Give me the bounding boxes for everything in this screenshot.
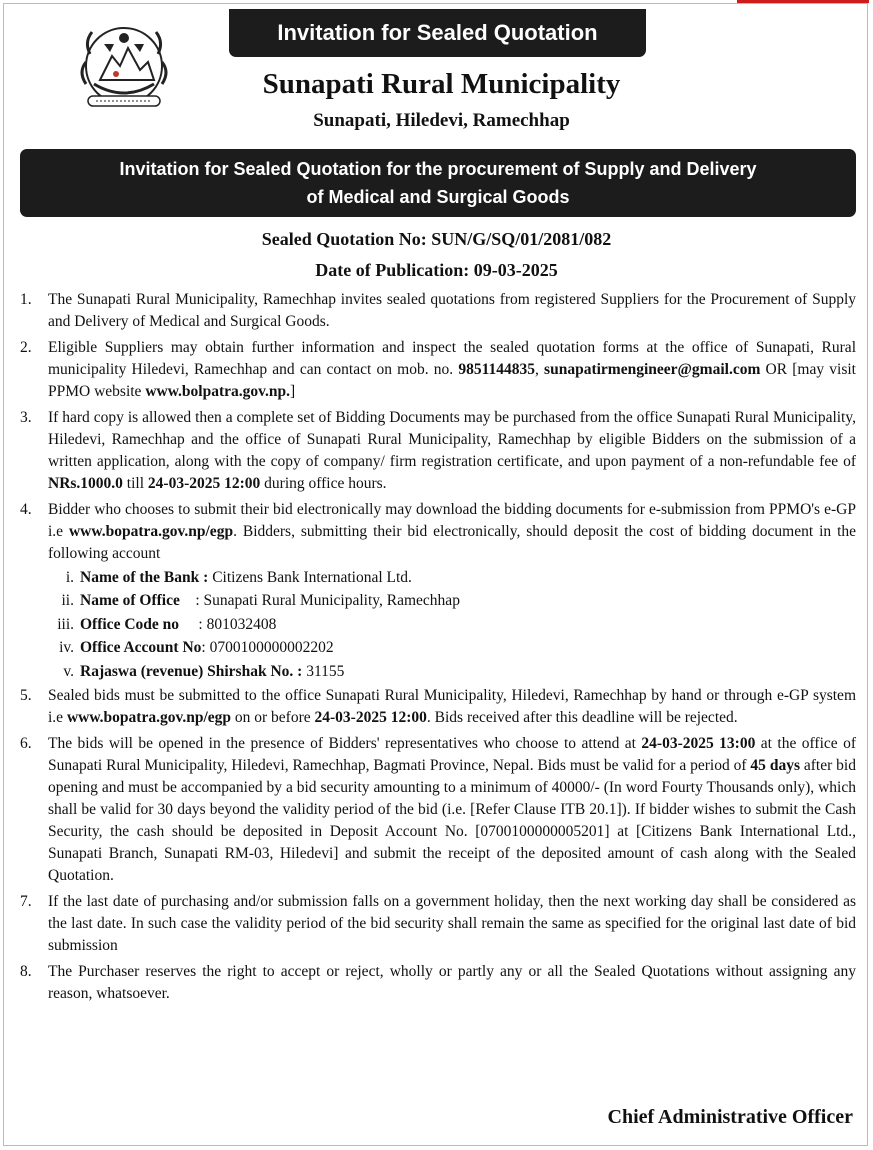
- item-number: 3.: [20, 409, 32, 426]
- item-text: If hard copy is allowed then a complete set of Bidding Documents may be purchased from the office Sunapati Rural Municipality, Hiledevi, Ramechhap and the office of Sunapati Rural Municipality, Ramechhap by eligible Bidders on the submission of a written application, along with the copy of company/ firm registration certificate, and upon payment of a non-refundable fee of: [48, 409, 856, 470]
- item-text: The Purchaser reserves the right to accept or reject, wholly or partly any or all the Sealed Quotations without assigning any reason, whatsoever.: [48, 962, 856, 1002]
- item-text: till: [122, 475, 148, 492]
- organization-address: Sunapati, Hiledevi, Ramechhap: [313, 110, 570, 131]
- item-number: 7.: [20, 892, 32, 910]
- purchase-deadline: 24-03-2025 12:00: [147, 475, 261, 492]
- bank-row-label: Name of the Bank :: [80, 568, 209, 586]
- bank-row-value: 801032408: [206, 615, 277, 633]
- notice-items: [20, 289, 856, 1009]
- quotation-number: Sealed Quotation No: SUN/G/SQ/01/2081/082: [261, 229, 612, 249]
- item-text: ]: [290, 383, 296, 400]
- bank-row-number: v.: [63, 662, 74, 680]
- item-text: If the last date of purchasing and/or submission falls on a government holiday, then the next working day shall be considered as the last date. In such case the validity period of the bid security shall remain the same as specified for the original last date of bid submission: [48, 892, 856, 954]
- organization-name: Sunapati Rural Municipality: [262, 68, 621, 100]
- bank-row: [20, 590, 856, 614]
- validity-period: 45 days: [750, 756, 800, 774]
- item-text: Bidder who chooses to submit their bid electronically may download the bidding documents for e-submission from PPMO's e-GP i.e: [48, 501, 856, 540]
- bank-row-label: Rajaswa (revenue) Shirshak No. :: [80, 662, 303, 680]
- list-item: [20, 499, 856, 565]
- signatory-title: Chief Administrative Officer: [607, 1106, 853, 1128]
- item-text: OR [may visit PPMO website: [48, 361, 856, 400]
- subject-line-1: Invitation for Sealed Quotation for the procurement of Supply and Delivery: [119, 159, 757, 179]
- bank-row: [20, 660, 856, 684]
- bank-row-value: 0700100000002202: [209, 639, 334, 657]
- bank-row: [20, 637, 856, 661]
- bank-row-number: iv.: [59, 639, 74, 657]
- bank-row-value: 31155: [302, 662, 345, 680]
- bank-row-number: iii.: [57, 615, 74, 633]
- list-item: [20, 685, 856, 729]
- item-text: ,: [534, 361, 545, 378]
- item-text: The bids will be opened in the presence of Bidders' representatives who choose to attend at: [48, 734, 642, 752]
- item-number: 6.: [20, 734, 32, 752]
- corner-accent-bar: [737, 0, 869, 3]
- item-text: Eligible Suppliers may obtain further information and inspect the sealed quotation forms at the office of Sunapati, Rural municipality Hiledevi, Ramechhap and can contact on mob. no.: [48, 339, 856, 378]
- list-item: [20, 289, 856, 333]
- item-number: 1.: [20, 291, 32, 308]
- item-number: 4.: [20, 501, 32, 518]
- egp-website: www.bopatra.gov.np/egp: [68, 523, 234, 540]
- item-text: during office hours.: [260, 475, 387, 492]
- document-fee: NRs.1000.0: [48, 475, 123, 492]
- item-number: 8.: [20, 962, 32, 980]
- bank-row: [20, 566, 856, 590]
- ppmo-website: www.bolpatra.gov.np.: [145, 383, 291, 400]
- list-item: [20, 407, 856, 495]
- item-number: 2.: [20, 339, 32, 356]
- bank-row-number: ii.: [61, 592, 74, 610]
- bank-row-separator: :: [179, 615, 207, 633]
- item-text: The Sunapati Rural Municipality, Ramechhap invites sealed quotations from registered Suppliers for the Procurement of Supply and Delivery of Medical and Surgical Goods.: [48, 291, 856, 330]
- item-text: at the office of Sunapati Rural Municipality, Hiledevi, Ramechhap, Bagmati Province, Nepal. Bids must be valid for a period of: [48, 734, 856, 774]
- bank-row-label: Office Account No: [80, 639, 202, 657]
- bank-row-value: Sunapati Rural Municipality, Ramechhap: [203, 592, 460, 610]
- bank-row-number: i.: [65, 568, 74, 586]
- bank-row-label: Office Code no: [80, 615, 180, 633]
- item-text: . Bidders, submitting their bid electronically, should deposit the cost of bidding document in the following account: [48, 523, 857, 562]
- list-item: [20, 337, 856, 403]
- bank-details: [20, 566, 856, 684]
- list-item: [20, 733, 856, 887]
- contact-email: sunapatirmengineer@gmail.com: [544, 361, 761, 378]
- bank-row-label: Name of Office: [80, 592, 180, 610]
- subject-line-2: of Medical and Surgical Goods: [306, 187, 570, 207]
- submission-deadline: 24-03-2025 12:00: [314, 708, 427, 726]
- list-item: [20, 961, 856, 1005]
- opening-datetime: 24-03-2025 13:00: [641, 734, 756, 752]
- egp-website: www.bopatra.gov.np/egp: [66, 708, 232, 726]
- item-text: . Bids received after this deadline will be rejected.: [426, 708, 738, 726]
- bank-row-separator: :: [201, 639, 210, 657]
- contact-phone: 9851144835: [458, 361, 535, 378]
- bank-row: [20, 613, 856, 637]
- notice-title-banner: Invitation for Sealed Quotation: [229, 9, 646, 57]
- item-text: on or before: [231, 708, 315, 726]
- item-text: after bid opening and must be accompanied by a bid security amounting to a minimum of 40000/- (In word Fourty Thousands only), which shall be valid for 30 days beyond the validity period of the bid (i.e. [Refer Clause ITB 20.1]). If bidder wishes to submit the Cash Security, the cash should be deposited in Deposit Account No. [0700100000005201] at [Citizens Bank International Ltd., Sunapati Branch, Sunapati RM-03, Hiledevi] and submit the receipt of the deposited amount of cash along with the Sealed Quotation.: [48, 756, 856, 884]
- subject-banner: [20, 149, 856, 217]
- item-number: 5.: [20, 686, 32, 704]
- bank-row-separator: :: [179, 592, 204, 610]
- bank-row-value: Citizens Bank International Ltd.: [208, 568, 412, 586]
- publication-date: Date of Publication: 09-03-2025: [315, 260, 558, 280]
- item-text: Sealed bids must be submitted to the office Sunapati Rural Municipality, Hiledevi, Ramechhap by hand or through e-GP system i.e: [48, 686, 856, 726]
- list-item: [20, 891, 856, 957]
